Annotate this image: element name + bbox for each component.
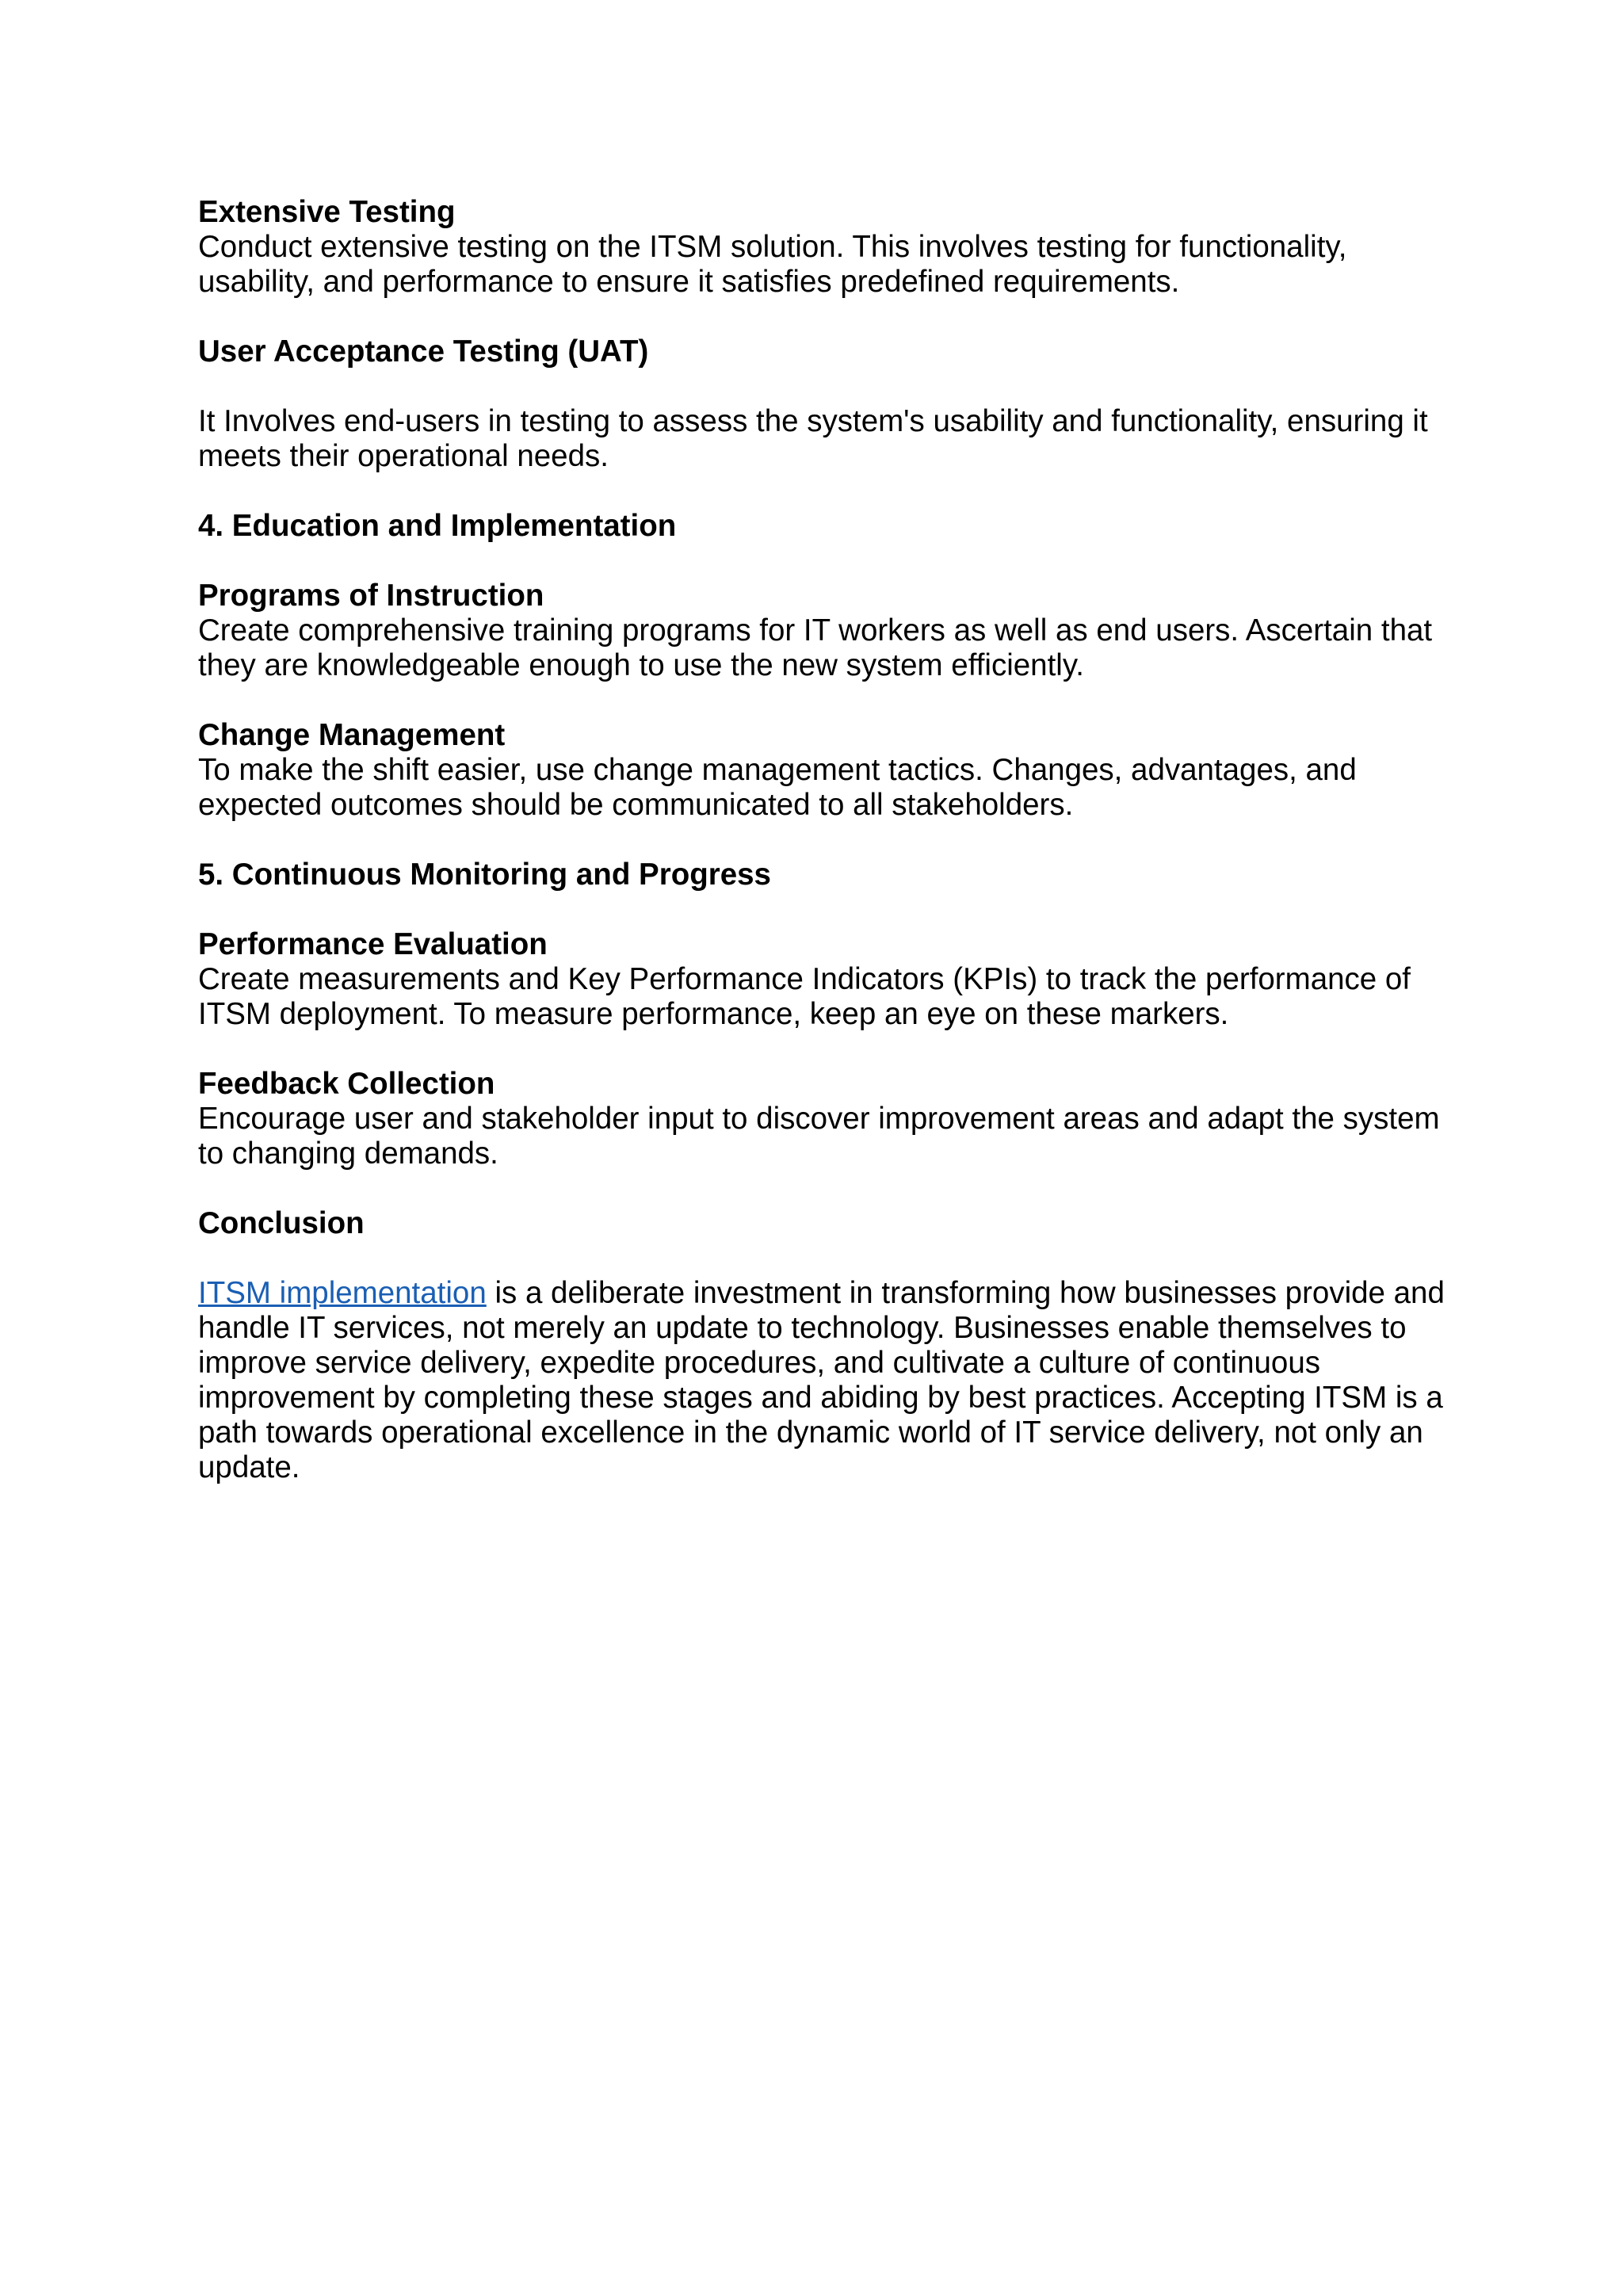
spacer <box>198 369 1450 404</box>
uat-heading: User Acceptance Testing (UAT) <box>198 334 649 369</box>
performance-heading: Performance Evaluation <box>198 927 548 961</box>
extensive-testing-heading: Extensive Testing <box>198 195 456 229</box>
spacer <box>198 823 1450 858</box>
conclusion-paragraph <box>198 1276 1450 1485</box>
feedback-heading: Feedback Collection <box>198 1067 495 1101</box>
spacer <box>198 474 1450 509</box>
spacer <box>198 300 1450 334</box>
spacer <box>198 1171 1450 1206</box>
uat-paragraph: It Involves end-users in testing to assess the system's usability and functionality, ensuring it meets their operational needs. <box>198 404 1428 473</box>
spacer <box>198 892 1450 927</box>
spacer <box>198 683 1450 718</box>
conclusion-heading: Conclusion <box>198 1206 365 1240</box>
spacer <box>198 1032 1450 1067</box>
education-section-heading: 4. Education and Implementation <box>198 509 677 543</box>
extensive-testing-paragraph: Conduct extensive testing on the ITSM solution. This involves testing for functionality, usability, and performance to ensure it satisfies predefined requirements. <box>198 230 1347 299</box>
document-page <box>198 195 1450 1485</box>
change-management-heading: Change Management <box>198 718 506 752</box>
itsm-implementation-link[interactable]: ITSM implementation <box>198 1276 487 1310</box>
change-management-paragraph: To make the shift easier, use change management tactics. Changes, advantages, and expected outcomes should be communicated to all stakeholders. <box>198 753 1357 822</box>
programs-heading: Programs of Instruction <box>198 579 544 613</box>
conclusion-text: is a deliberate investment in transforming how businesses provide and handle IT services, not merely an update to technology. Businesses enable themselves to improve service delivery, expedite procedures, and cultivate a culture of continuous improvement by completing these stages and abiding by best practices. Accepting ITSM is a path towards operational excellence in the dynamic world of IT service delivery, not only an update. <box>198 1276 1445 1484</box>
feedback-paragraph: Encourage user and stakeholder input to discover improvement areas and adapt the system to changing demands. <box>198 1102 1440 1171</box>
programs-paragraph: Create comprehensive training programs for IT workers as well as end users. Ascertain that they are knowledgeable enough to use the new system efficiently. <box>198 613 1433 682</box>
spacer <box>198 544 1450 579</box>
performance-paragraph: Create measurements and Key Performance Indicators (KPIs) to track the performance of ITSM deployment. To measure performance, keep an eye on these markers. <box>198 962 1411 1031</box>
spacer <box>198 1241 1450 1276</box>
monitoring-section-heading: 5. Continuous Monitoring and Progress <box>198 858 771 892</box>
